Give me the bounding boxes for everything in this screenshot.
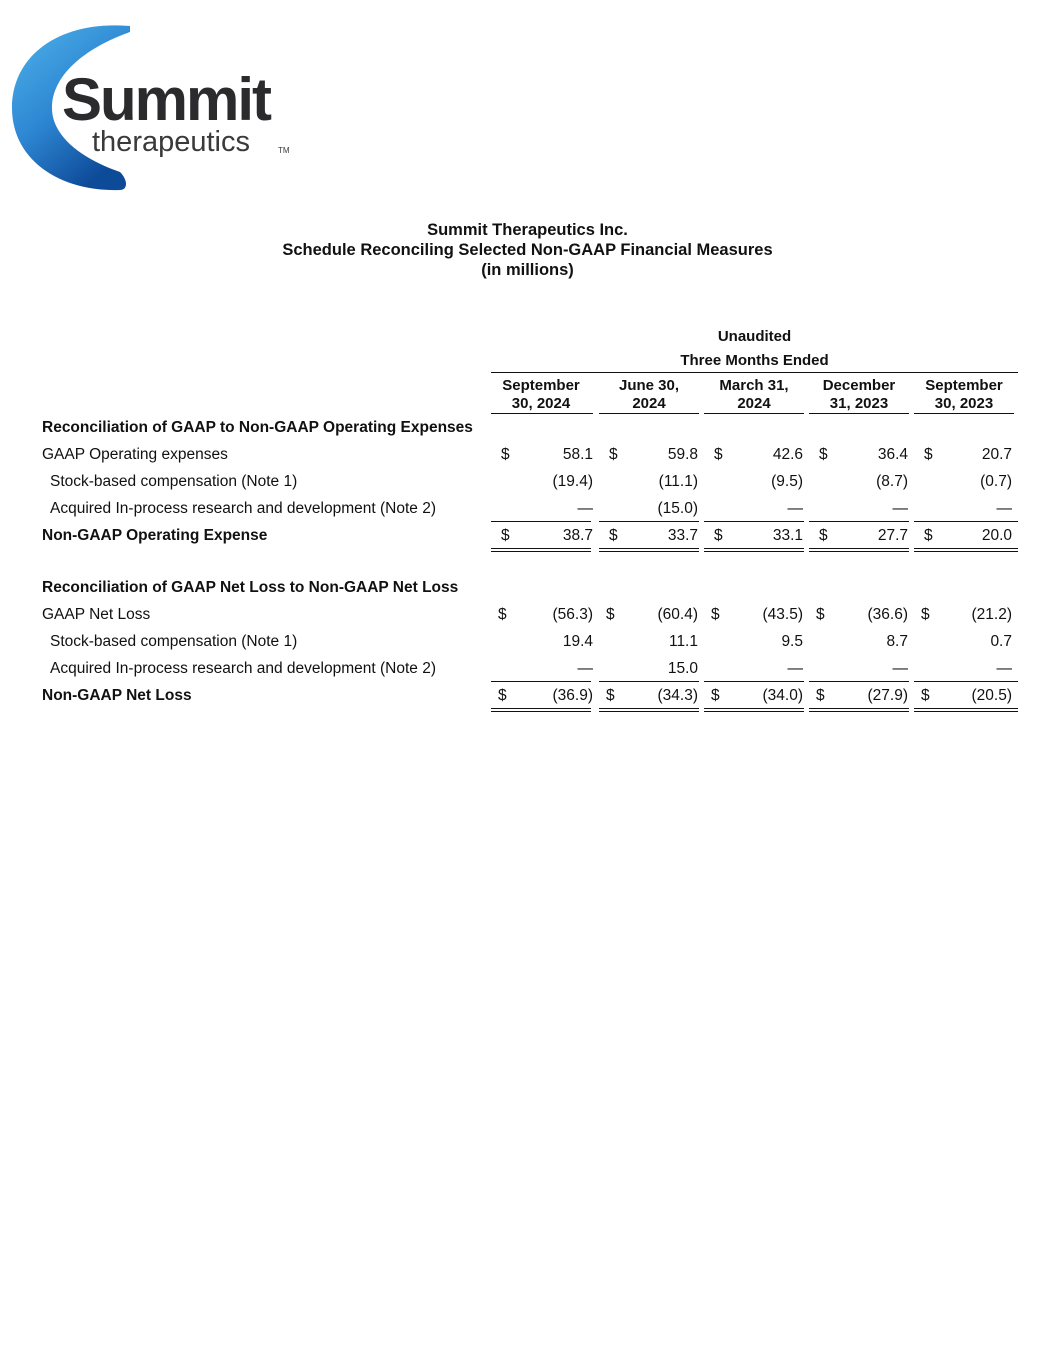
currency-sign: $: [816, 606, 825, 623]
currency-sign: $: [924, 446, 933, 463]
column-header-rule: [491, 413, 593, 414]
value-cell: (9.5): [771, 473, 803, 490]
currency-sign: $: [924, 527, 933, 544]
row-label: GAAP Net Loss: [42, 606, 151, 623]
column-header-line1: December: [822, 377, 896, 394]
total-double-rule: [704, 548, 804, 552]
section-heading: Reconciliation of GAAP Net Loss to Non-GAAP Net Loss: [42, 579, 459, 596]
currency-sign: $: [711, 606, 720, 623]
subtotal-rule: [704, 521, 804, 522]
value-cell: (21.2): [971, 606, 1012, 623]
column-header-line1: September: [502, 377, 580, 394]
column-header: [704, 377, 804, 413]
total-double-rule: [704, 708, 804, 712]
subtotal-rule: [599, 681, 699, 682]
logo-subtitle: therapeutics: [92, 126, 250, 158]
total-label: Non-GAAP Net Loss: [42, 687, 192, 704]
unaudited-label: Unaudited: [717, 328, 792, 345]
total-double-rule: [599, 548, 699, 552]
value-cell: 15.0: [667, 660, 698, 677]
value-cell: (11.1): [658, 473, 698, 490]
value-cell: 20.7: [981, 446, 1012, 463]
total-value-cell: (36.9): [552, 687, 593, 704]
value-cell: (19.4): [552, 473, 593, 490]
total-value-cell: 20.0: [981, 527, 1012, 544]
column-header: [491, 377, 591, 413]
currency-sign: $: [498, 606, 507, 623]
value-cell: 8.7: [886, 633, 908, 650]
value-cell: (56.3): [552, 606, 593, 623]
subtotal-rule: [914, 681, 1018, 682]
column-header-rule: [914, 413, 1014, 414]
value-cell: 36.4: [877, 446, 908, 463]
value-cell: —: [892, 660, 908, 677]
value-cell: (43.5): [762, 606, 803, 623]
column-header-line2: 30, 2023: [934, 395, 994, 412]
column-header-line2: 30, 2024: [511, 395, 571, 412]
total-value-cell: 38.7: [562, 527, 593, 544]
column-header-line1: March 31,: [719, 377, 789, 394]
value-cell: 19.4: [562, 633, 593, 650]
value-cell: —: [787, 660, 803, 677]
column-header-rule: [704, 413, 804, 414]
column-header: [809, 377, 909, 413]
column-header-line2: 31, 2023: [829, 395, 889, 412]
subtotal-rule: [704, 681, 804, 682]
total-double-rule: [491, 708, 591, 712]
column-header-rule: [599, 413, 699, 414]
total-label: Non-GAAP Operating Expense: [42, 527, 268, 544]
currency-sign: $: [819, 446, 828, 463]
row-label: Acquired In-process research and development (Note 2): [50, 500, 436, 517]
total-value-cell: (20.5): [971, 687, 1012, 704]
column-header: [914, 377, 1014, 413]
column-header: [599, 377, 699, 413]
total-double-rule: [809, 708, 909, 712]
value-cell: (60.4): [657, 606, 698, 623]
currency-sign: $: [498, 687, 507, 704]
subtotal-rule: [491, 681, 591, 682]
value-cell: —: [996, 500, 1012, 517]
value-cell: 58.1: [562, 446, 593, 463]
total-value-cell: 33.7: [667, 527, 698, 544]
company-name: Summit Therapeutics Inc.: [427, 221, 628, 239]
total-value-cell: (27.9): [867, 687, 908, 704]
total-value-cell: (34.3): [657, 687, 698, 704]
value-cell: —: [892, 500, 908, 517]
total-double-rule: [914, 548, 1018, 552]
total-double-rule: [599, 708, 699, 712]
currency-sign: $: [609, 446, 618, 463]
total-double-rule: [914, 708, 1018, 712]
currency-sign: $: [921, 606, 930, 623]
row-label: Acquired In-process research and development (Note 2): [50, 660, 436, 677]
subtotal-rule: [809, 681, 909, 682]
column-header-rule: [809, 413, 909, 414]
value-cell: —: [577, 660, 593, 677]
value-cell: —: [787, 500, 803, 517]
value-cell: 0.7: [990, 633, 1012, 650]
header-rule: [491, 372, 1018, 373]
period-label: Three Months Ended: [680, 352, 829, 369]
total-value-cell: 27.7: [877, 527, 908, 544]
currency-sign: $: [711, 687, 720, 704]
value-cell: 9.5: [781, 633, 803, 650]
subtotal-rule: [809, 521, 909, 522]
currency-sign: $: [714, 446, 723, 463]
currency-sign: $: [921, 687, 930, 704]
column-header-line2: 2024: [632, 395, 666, 412]
column-header-line1: September: [925, 377, 1003, 394]
total-double-rule: [809, 548, 909, 552]
subtotal-rule: [599, 521, 699, 522]
currency-sign: $: [609, 527, 618, 544]
value-cell: (8.7): [876, 473, 908, 490]
currency-sign: $: [816, 687, 825, 704]
total-double-rule: [491, 548, 591, 552]
currency-sign: $: [606, 687, 615, 704]
value-cell: —: [577, 500, 593, 517]
value-cell: (0.7): [980, 473, 1012, 490]
subtotal-rule: [914, 521, 1018, 522]
currency-sign: $: [819, 527, 828, 544]
total-value-cell: 33.1: [772, 527, 803, 544]
value-cell: (36.6): [867, 606, 908, 623]
total-value-cell: (34.0): [762, 687, 803, 704]
value-cell: (15.0): [657, 500, 698, 517]
currency-sign: $: [714, 527, 723, 544]
column-header-line1: June 30,: [618, 377, 680, 394]
currency-sign: $: [606, 606, 615, 623]
company-logo: [10, 20, 300, 195]
currency-sign: $: [501, 446, 510, 463]
row-label: GAAP Operating expenses: [42, 446, 228, 463]
currency-sign: $: [501, 527, 510, 544]
row-label: Stock-based compensation (Note 1): [50, 633, 298, 650]
logo-trademark: TM: [278, 146, 290, 155]
section-heading: Reconciliation of GAAP to Non-GAAP Operating Expenses: [42, 419, 473, 436]
value-cell: 59.8: [667, 446, 698, 463]
units-note: (in millions): [481, 261, 574, 279]
row-label: Stock-based compensation (Note 1): [50, 473, 298, 490]
value-cell: 11.1: [668, 633, 698, 650]
schedule-title: Schedule Reconciling Selected Non-GAAP Financial Measures: [282, 241, 773, 259]
logo-wordmark: Summit: [62, 66, 271, 133]
subtotal-rule: [491, 521, 591, 522]
value-cell: 42.6: [772, 446, 803, 463]
column-header-line2: 2024: [737, 395, 771, 412]
value-cell: —: [996, 660, 1012, 677]
